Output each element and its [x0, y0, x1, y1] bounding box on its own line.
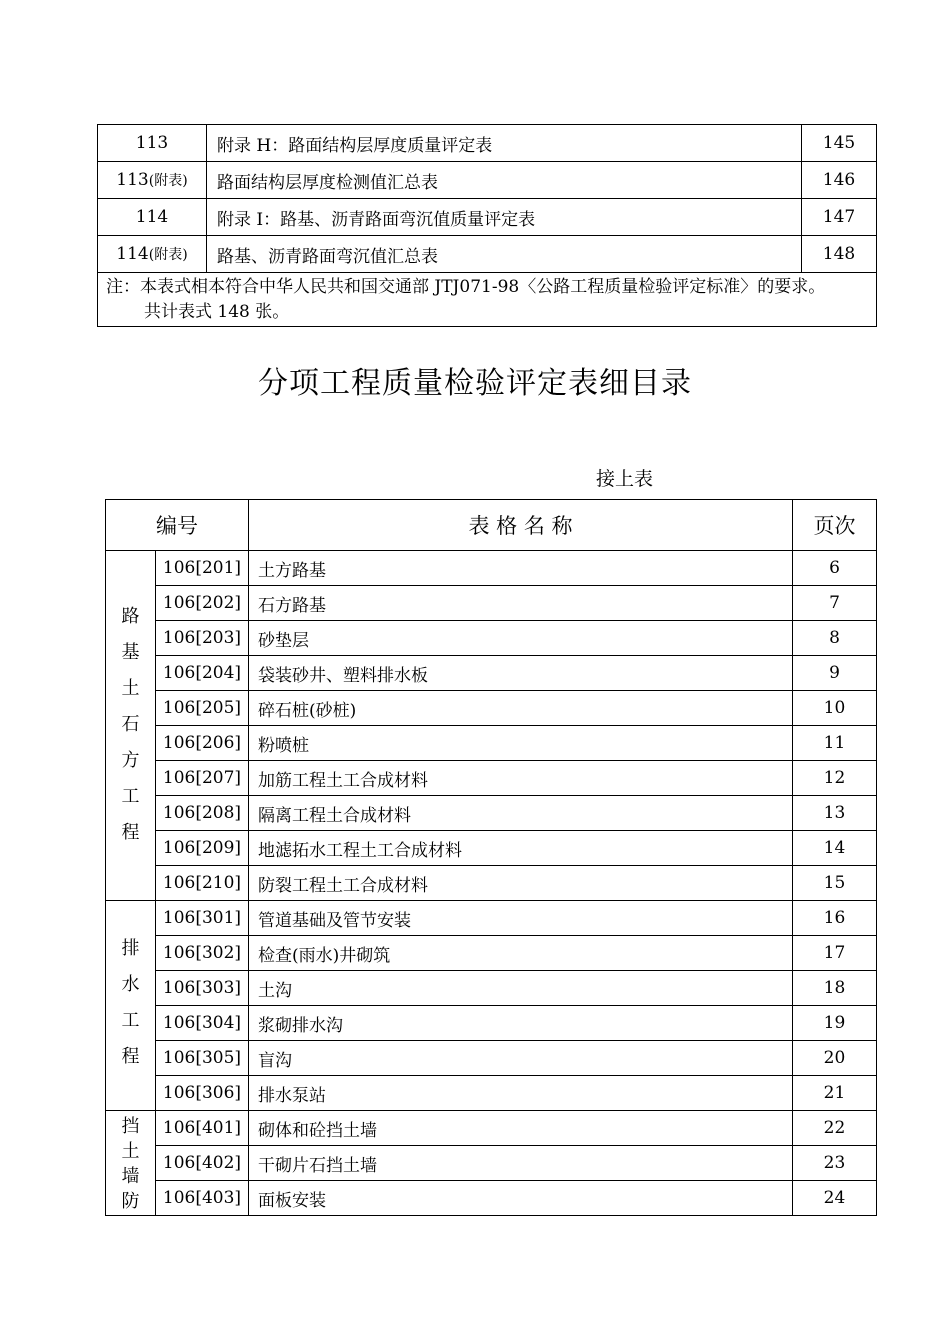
table-number: 113	[98, 125, 207, 162]
item-name: 地滤拓水工程土工合成材料	[249, 831, 793, 866]
continued-label: 接上表	[596, 468, 654, 490]
item-code: 106[304]	[156, 1006, 249, 1041]
item-name: 盲沟	[249, 1041, 793, 1076]
item-name: 防裂工程土工合成材料	[249, 866, 793, 901]
item-name: 碎石桩(砂桩)	[249, 691, 793, 726]
table-row	[106, 971, 877, 1006]
item-code: 106[303]	[156, 971, 249, 1006]
item-code: 106[203]	[156, 621, 249, 656]
item-code: 106[208]	[156, 796, 249, 831]
item-name: 浆砌排水沟	[249, 1006, 793, 1041]
item-page: 16	[793, 901, 877, 936]
item-page: 22	[793, 1111, 877, 1146]
table-row	[106, 621, 877, 656]
table-header-row	[106, 500, 877, 551]
table-row	[106, 1146, 877, 1181]
item-code: 106[403]	[156, 1181, 249, 1216]
item-page: 19	[793, 1006, 877, 1041]
item-page: 8	[793, 621, 877, 656]
item-page: 10	[793, 691, 877, 726]
page-number: 145	[802, 125, 877, 162]
table-row	[106, 761, 877, 796]
item-page: 14	[793, 831, 877, 866]
total-count-text: 共计表式 148 张。	[144, 302, 290, 322]
table-number: 114(附表)	[98, 236, 207, 273]
table-note	[98, 273, 877, 327]
item-code: 106[201]	[156, 551, 249, 586]
item-page: 24	[793, 1181, 877, 1216]
item-page: 13	[793, 796, 877, 831]
group-label-subgrade: 路基土石方工程	[106, 551, 156, 901]
table-title: 路面结构层厚度检测值汇总表	[207, 162, 802, 199]
item-code: 106[301]	[156, 901, 249, 936]
page-number: 147	[802, 199, 877, 236]
table-row	[106, 1181, 877, 1216]
table-row	[98, 236, 877, 273]
table-row	[106, 831, 877, 866]
page-title: 分项工程质量检验评定表细目录	[258, 366, 692, 401]
item-name: 面板安装	[249, 1181, 793, 1216]
page-number: 148	[802, 236, 877, 273]
item-code: 106[202]	[156, 586, 249, 621]
table-row	[106, 586, 877, 621]
item-name: 砂垫层	[249, 621, 793, 656]
item-code: 106[305]	[156, 1041, 249, 1076]
table-number: 113(附表)	[98, 162, 207, 199]
header-code: 编号	[106, 500, 249, 551]
group-label-retaining-wall: 挡土墙防	[106, 1111, 156, 1216]
item-page: 21	[793, 1076, 877, 1111]
item-name: 加筋工程土工合成材料	[249, 761, 793, 796]
table-row	[106, 1041, 877, 1076]
item-name: 土沟	[249, 971, 793, 1006]
page-number: 146	[802, 162, 877, 199]
item-code: 106[401]	[156, 1111, 249, 1146]
appendix-index-table	[97, 124, 877, 327]
table-title: 附录 I：路基、沥青路面弯沉值质量评定表	[207, 199, 802, 236]
item-code: 106[306]	[156, 1076, 249, 1111]
item-page: 20	[793, 1041, 877, 1076]
table-number: 114	[98, 199, 207, 236]
table-row	[106, 1111, 877, 1146]
item-name: 土方路基	[249, 551, 793, 586]
item-name: 粉喷桩	[249, 726, 793, 761]
table-title: 附录 H：路面结构层厚度质量评定表	[207, 125, 802, 162]
table-row	[106, 691, 877, 726]
item-code: 106[205]	[156, 691, 249, 726]
table-row	[106, 866, 877, 901]
catalog-table	[105, 499, 877, 1216]
item-code: 106[207]	[156, 761, 249, 796]
item-code: 106[210]	[156, 866, 249, 901]
table-row	[98, 162, 877, 199]
item-name: 干砌片石挡土墙	[249, 1146, 793, 1181]
item-code: 106[206]	[156, 726, 249, 761]
table-row	[98, 125, 877, 162]
note-text: 注：本表式相本符合中华人民共和国交通部 JTJ071-98〈公路工程质量检验评定标准〉的要求。	[106, 277, 826, 297]
item-name: 石方路基	[249, 586, 793, 621]
item-page: 6	[793, 551, 877, 586]
table-row	[98, 199, 877, 236]
item-name: 管道基础及管节安装	[249, 901, 793, 936]
table-row	[106, 551, 877, 586]
item-page: 18	[793, 971, 877, 1006]
item-name: 砌体和砼挡土墙	[249, 1111, 793, 1146]
table-row	[106, 901, 877, 936]
item-page: 11	[793, 726, 877, 761]
item-code: 106[302]	[156, 936, 249, 971]
table-title: 路基、沥青路面弯沉值汇总表	[207, 236, 802, 273]
item-page: 7	[793, 586, 877, 621]
item-name: 排水泵站	[249, 1076, 793, 1111]
table-row	[106, 936, 877, 971]
item-page: 12	[793, 761, 877, 796]
table-row	[106, 656, 877, 691]
item-code: 106[402]	[156, 1146, 249, 1181]
item-page: 9	[793, 656, 877, 691]
table-row	[106, 796, 877, 831]
table-row	[106, 726, 877, 761]
item-name: 隔离工程土合成材料	[249, 796, 793, 831]
note-row	[98, 273, 877, 327]
item-page: 23	[793, 1146, 877, 1181]
item-name: 检查(雨水)井砌筑	[249, 936, 793, 971]
group-label-drainage: 排水工程	[106, 901, 156, 1111]
item-page: 17	[793, 936, 877, 971]
item-code: 106[204]	[156, 656, 249, 691]
item-page: 15	[793, 866, 877, 901]
header-page: 页次	[793, 500, 877, 551]
table-row	[106, 1076, 877, 1111]
item-code: 106[209]	[156, 831, 249, 866]
table-row	[106, 1006, 877, 1041]
header-name: 表 格 名 称	[249, 500, 793, 551]
item-name: 袋装砂井、塑料排水板	[249, 656, 793, 691]
